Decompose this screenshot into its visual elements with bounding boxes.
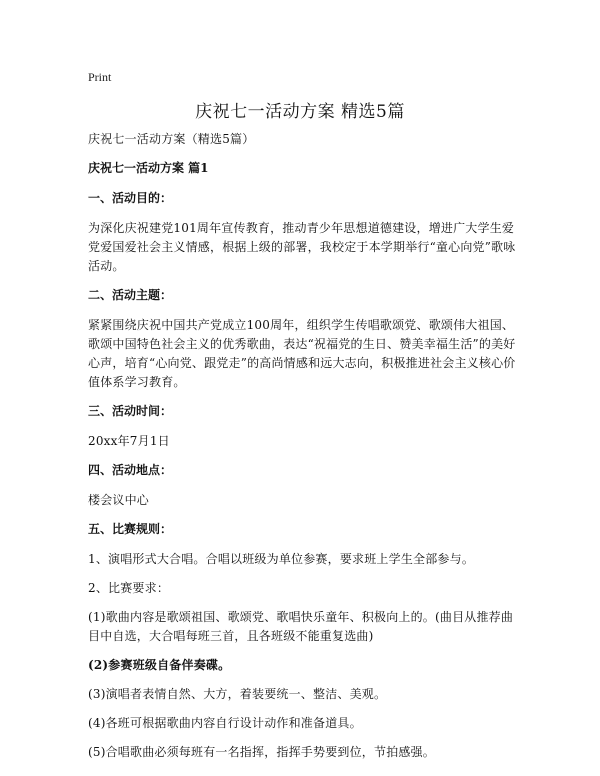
section-body-time: 20xx年7月1日 [88, 434, 170, 448]
subtitle: 庆祝七一活动方案（精选5篇） [88, 132, 255, 146]
section-heading-time: 三、活动时间： [88, 404, 173, 418]
section-heading-purpose: 一、活动目的： [88, 191, 173, 205]
requirement-item: (3)演唱者表情自然、大方，着装要统一、整洁、美观。 [88, 687, 387, 701]
section-heading-theme: 二、活动主题： [88, 288, 173, 302]
rule-item: 1、演唱形式大合唱。合唱以班级为单位参赛，要求班上学生全部参与。 [88, 552, 475, 566]
section-body-theme: 紧紧围绕庆祝中国共产党成立100周年，组织学生传唱歌颂党、歌颂伟大祖国、歌颂中国特色社会主义的优秀歌曲，表达“祝福党的生日、赞美幸福生活”的美好心声，培育“心向党、跟党走”的高尚情感和远大志向，积极推进社会主义核心价值体系学习教育。 [88, 318, 516, 389]
section-heading-rules: 五、比赛规则： [88, 522, 173, 536]
rule-item: 2、比赛要求： [88, 581, 170, 595]
section-heading-location: 四、活动地点： [88, 463, 173, 477]
page-title: 庆祝七一活动方案 精选5篇 [195, 102, 405, 122]
section-body-location: 楼会议中心 [88, 493, 150, 507]
requirement-item: (1)歌曲内容是歌颂祖国、歌颂党、歌唱快乐童年、积极向上的。(曲目从推荐曲目中自选，大合唱每班三首，且各班级不能重复选曲) [88, 610, 514, 643]
section-body-purpose: 为深化庆祝建党101周年宣传教育，推动青少年思想道德建设，增进广大学生爱党爱国爱社会主义情感，根据上级的部署，我校定于本学期举行“童心向党”歌咏活动。 [88, 221, 516, 273]
requirement-item: (2)参赛班级自备伴奏碟。 [88, 658, 231, 672]
requirement-item: (4)各班可根据歌曲内容自行设计动作和准备道具。 [88, 716, 362, 730]
requirement-item: (5)合唱歌曲必须每班有一名指挥，指挥手势要到位，节拍感强。 [88, 745, 436, 759]
print-link[interactable]: Print [88, 70, 112, 84]
article-body [88, 130, 518, 772]
article-heading: 庆祝七一活动方案 篇1 [88, 161, 209, 175]
